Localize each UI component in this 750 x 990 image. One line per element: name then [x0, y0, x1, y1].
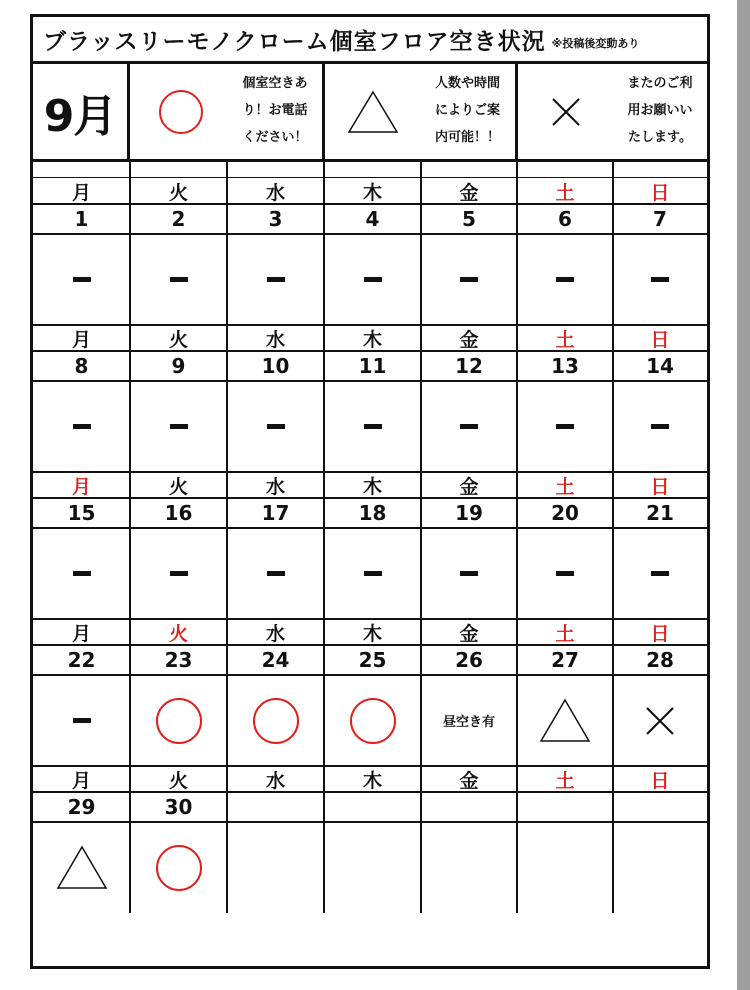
date-number: 23 — [164, 648, 193, 672]
date-number: 20 — [551, 501, 579, 525]
date-number: 12 — [455, 354, 483, 378]
weekday-label: 火 — [168, 475, 188, 498]
legend-cross-text: またのご利 用お願いい たします。 — [627, 76, 693, 145]
circle-icon — [154, 696, 204, 746]
availability-cell — [227, 528, 324, 619]
weekday-label: 月 — [71, 622, 91, 645]
dash-icon — [73, 571, 91, 576]
availability-cell — [613, 234, 707, 325]
weekday-label: 月 — [71, 328, 91, 351]
availability-cell — [517, 822, 613, 913]
availability-cell — [33, 822, 130, 913]
dash-icon — [267, 277, 285, 282]
availability-cell — [33, 675, 130, 766]
dash-icon — [170, 424, 188, 429]
date-number — [324, 792, 421, 822]
date-number: 3 — [268, 207, 283, 231]
weekday-label: 水 — [265, 328, 285, 351]
availability-cell — [517, 528, 613, 619]
grid-line — [33, 791, 707, 793]
weekday-label: 木 — [362, 475, 382, 498]
availability-cell — [33, 381, 130, 472]
availability-cell — [227, 822, 324, 913]
weekday-label: 土 — [555, 622, 575, 645]
triangle-icon — [538, 697, 592, 745]
grid-line — [33, 203, 707, 205]
grid-line — [33, 674, 707, 676]
grid-line — [33, 233, 707, 235]
weekday-label: 水 — [265, 475, 285, 498]
weekday-label: 金 — [459, 328, 479, 351]
dash-icon — [73, 424, 91, 429]
title-note: ※投稿後変動あり — [551, 37, 640, 50]
circle-icon — [154, 843, 204, 893]
date-number: 11 — [358, 354, 387, 378]
weekday-label: 日 — [650, 622, 670, 645]
legend-triangle-text: 人数や時間 によりご案 内可能！！ — [434, 76, 500, 145]
availability-cell — [324, 528, 421, 619]
availability-cell — [324, 822, 421, 913]
availability-cell — [130, 822, 227, 913]
dash-icon — [364, 277, 382, 282]
month-label-cell — [33, 64, 130, 159]
availability-cell — [517, 675, 613, 766]
availability-cell — [421, 528, 517, 619]
legend-circle-symbol — [133, 64, 228, 159]
weekday-label: 木 — [362, 328, 382, 351]
date-number — [517, 792, 613, 822]
triangle-icon — [55, 844, 109, 892]
weekday-label: 日 — [650, 181, 670, 204]
date-number: 27 — [551, 648, 579, 672]
calendar-grid — [33, 162, 707, 913]
legend-cross-symbol — [518, 64, 613, 159]
date-number: 15 — [67, 501, 96, 525]
availability-cell — [324, 381, 421, 472]
dash-icon — [556, 424, 574, 429]
weekday-label: 金 — [459, 475, 479, 498]
availability-cell — [227, 234, 324, 325]
date-number: 24 — [261, 648, 290, 672]
grid-line — [33, 527, 707, 529]
weekday-label: 火 — [168, 181, 188, 204]
availability-note: 昼空き有 — [442, 715, 495, 730]
date-number: 17 — [261, 501, 290, 525]
date-number: 6 — [558, 207, 572, 231]
dash-icon — [73, 718, 91, 723]
grid-line — [33, 497, 707, 499]
date-number: 26 — [455, 648, 483, 672]
availability-cell — [130, 234, 227, 325]
dash-icon — [170, 277, 188, 282]
grid-line — [33, 380, 707, 382]
dash-icon — [364, 424, 382, 429]
dash-icon — [170, 571, 188, 576]
availability-cell — [227, 381, 324, 472]
availability-cell — [130, 675, 227, 766]
weekday-label: 木 — [362, 769, 382, 792]
date-number: 9 — [171, 354, 186, 378]
dash-icon — [267, 571, 285, 576]
date-number — [227, 792, 324, 822]
date-number: 30 — [164, 795, 193, 819]
availability-cell — [130, 528, 227, 619]
date-number: 28 — [646, 648, 674, 672]
availability-cell — [324, 234, 421, 325]
date-number: 1 — [74, 207, 89, 231]
availability-cell — [613, 822, 707, 913]
availability-cell — [613, 381, 707, 472]
weekday-label: 月 — [71, 181, 91, 204]
date-number: 14 — [646, 354, 674, 378]
availability-cell — [613, 675, 707, 766]
weekday-label: 日 — [650, 769, 670, 792]
availability-cell — [33, 234, 130, 325]
grid-line — [33, 644, 707, 646]
weekday-label: 土 — [555, 769, 575, 792]
dash-icon — [460, 424, 478, 429]
title-bar — [33, 17, 707, 64]
dash-icon — [651, 571, 669, 576]
date-number — [421, 792, 517, 822]
date-number: 8 — [74, 354, 89, 378]
triangle-icon — [346, 89, 400, 135]
availability-cell — [324, 675, 421, 766]
weekday-label: 日 — [650, 475, 670, 498]
availability-cell — [517, 381, 613, 472]
availability-cell — [613, 528, 707, 619]
dash-icon — [460, 571, 478, 576]
dash-icon — [556, 277, 574, 282]
dash-icon — [460, 277, 478, 282]
cross-icon — [643, 704, 677, 738]
circle-icon — [251, 696, 301, 746]
availability-cell — [421, 234, 517, 325]
date-number: 22 — [67, 648, 96, 672]
weekday-label: 火 — [168, 622, 188, 645]
weekday-label: 金 — [459, 769, 479, 792]
page-edge-shadow — [737, 0, 750, 990]
circle-icon — [348, 696, 398, 746]
weekday-label: 火 — [168, 328, 188, 351]
weekday-label: 水 — [265, 769, 285, 792]
date-number: 21 — [646, 501, 674, 525]
date-number: 29 — [67, 795, 96, 819]
weekday-label: 日 — [650, 328, 670, 351]
dash-icon — [651, 424, 669, 429]
date-number: 19 — [455, 501, 483, 525]
availability-cell — [227, 675, 324, 766]
availability-sheet — [30, 14, 710, 969]
date-number: 25 — [358, 648, 387, 672]
availability-cell — [421, 381, 517, 472]
dash-icon — [73, 277, 91, 282]
availability-cell — [421, 822, 517, 913]
grid-line — [33, 350, 707, 352]
dash-icon — [556, 571, 574, 576]
legend-triangle-symbol — [325, 64, 420, 159]
weekday-label: 水 — [265, 181, 285, 204]
page-title: ブラッスリーモノクローム個室フロア空き状況 — [43, 28, 546, 55]
dash-icon — [267, 424, 285, 429]
weekday-label: 木 — [362, 181, 382, 204]
weekday-label: 火 — [168, 769, 188, 792]
date-number: 16 — [164, 501, 193, 525]
weekday-label: 月 — [71, 769, 91, 792]
weekday-label: 金 — [459, 622, 479, 645]
availability-cell — [33, 528, 130, 619]
weekday-label: 土 — [555, 328, 575, 351]
legend-circle-text: 個室空きあ り！お電話 ください！ — [242, 76, 308, 145]
circle-icon — [156, 87, 206, 137]
grid-line — [33, 821, 707, 823]
date-number — [613, 792, 707, 822]
legend — [33, 64, 707, 162]
availability-cell — [130, 381, 227, 472]
weekday-label: 月 — [71, 475, 91, 498]
weekday-label: 木 — [362, 622, 382, 645]
availability-cell — [421, 675, 517, 766]
availability-cell — [517, 234, 613, 325]
dash-icon — [651, 277, 669, 282]
date-number: 2 — [171, 207, 186, 231]
weekday-label: 金 — [459, 181, 479, 204]
date-number: 10 — [261, 354, 290, 378]
month-label: 9月 — [43, 90, 117, 142]
dash-icon — [364, 571, 382, 576]
cross-icon — [549, 95, 583, 129]
weekday-label: 水 — [265, 622, 285, 645]
date-number: 18 — [358, 501, 387, 525]
date-number: 13 — [551, 354, 579, 378]
date-number: 7 — [653, 207, 667, 231]
weekday-label: 土 — [555, 475, 575, 498]
date-number: 5 — [462, 207, 476, 231]
date-number: 4 — [365, 207, 380, 231]
weekday-label: 土 — [555, 181, 575, 204]
